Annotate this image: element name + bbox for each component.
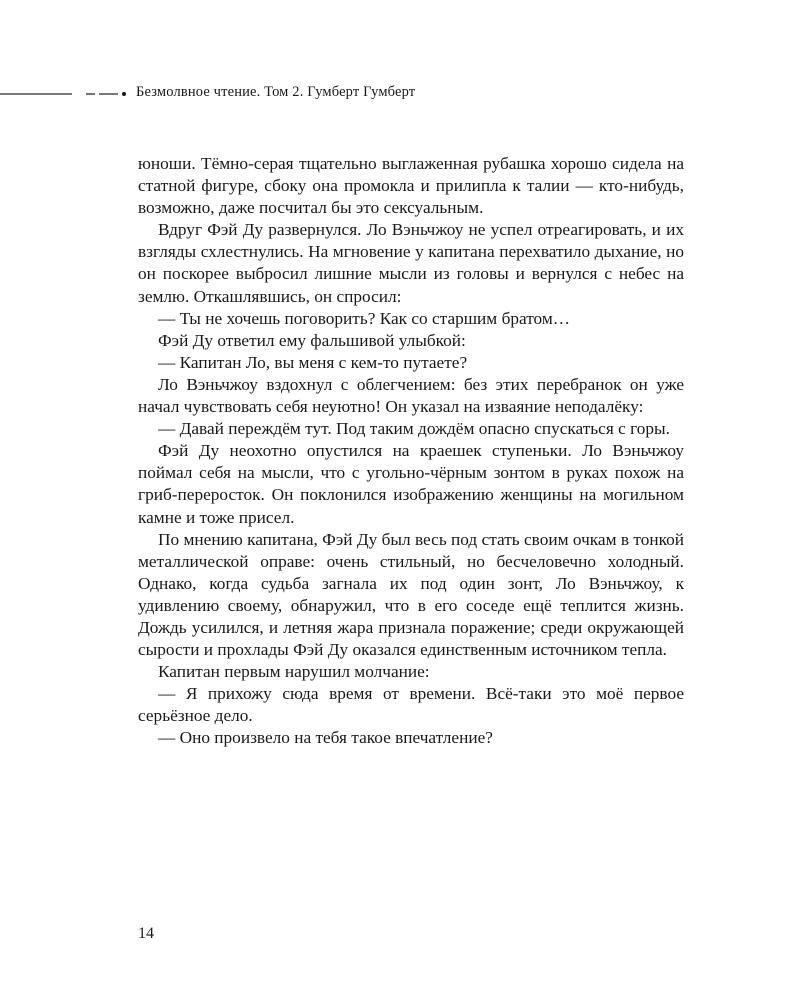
dialogue-line: — Давай переждём тут. Под таким дождём опасно спускаться с горы. xyxy=(158,419,670,439)
paragraph: Фэй Ду неохотно опустился на краешек ступеньки. Ло Вэньчжоу поймал себя на мысли, что с угольно-чёрным зонтом в руках похож на гриб-переросток. Он поклонился изображению женщины на могильном камне и тоже присел. xyxy=(138,441,684,527)
paragraph: юноши. Тёмно-серая тщательно выглаженная рубашка хорошо сидела на статной фигуре, сбоку она промокла и прилипла к талии — кто-нибудь, возможно, даже посчитал бы это сексуальным. xyxy=(138,154,684,218)
header-decorative-rule xyxy=(0,92,128,96)
paragraph: Фэй Ду ответил ему фальшивой улыбкой: xyxy=(158,330,466,350)
body-text xyxy=(138,153,684,750)
paragraph: Ло Вэньчжоу вздохнул с облегчением: без этих перебранок он уже начал чувствовать себя неуютно! Он указал на изваяние неподалёку: xyxy=(138,374,684,417)
dialogue-line: — Капитан Ло, вы меня с кем-то путаете? xyxy=(158,352,468,372)
page-number: 14 xyxy=(138,925,154,942)
running-title: Безмолвное чтение. Том 2. Гумберт Гумберт xyxy=(136,84,416,100)
dialogue-line: — Ты не хочешь поговорить? Как со старшим братом… xyxy=(158,308,571,328)
dialogue-line: — Оно произвело на тебя такое впечатление? xyxy=(158,728,493,748)
paragraph: По мнению капитана, Фэй Ду был весь под стать своим очкам в тонкой металлической оправе: очень стильный, но бесчеловечно холодный. Однако, когда судьба загнала их под один зонт, Ло Вэньчжоу, к удивлению своему, обнаружил, что в его соседе ещё теплится жизнь. Дождь усилился, и летняя жара признала поражение; среди окружающей сырости и прохлады Фэй Ду оказался единственным источником тепла. xyxy=(138,529,684,660)
dialogue-line: — Я прихожу сюда время от времени. Всё-таки это моё первое серьёзное дело. xyxy=(138,684,684,726)
paragraph: Капитан первым нарушил молчание: xyxy=(158,662,430,682)
running-head xyxy=(0,82,800,106)
paragraph: Вдруг Фэй Ду развернулся. Ло Вэньчжоу не успел отреагировать, и их взгляды схлестнулись. На мгновение у капитана перехватило дыхание, но он поскорее выбросил лишние мысли из головы и вернулся с небес на землю. Откашлявшись, он спросил: xyxy=(138,220,684,306)
